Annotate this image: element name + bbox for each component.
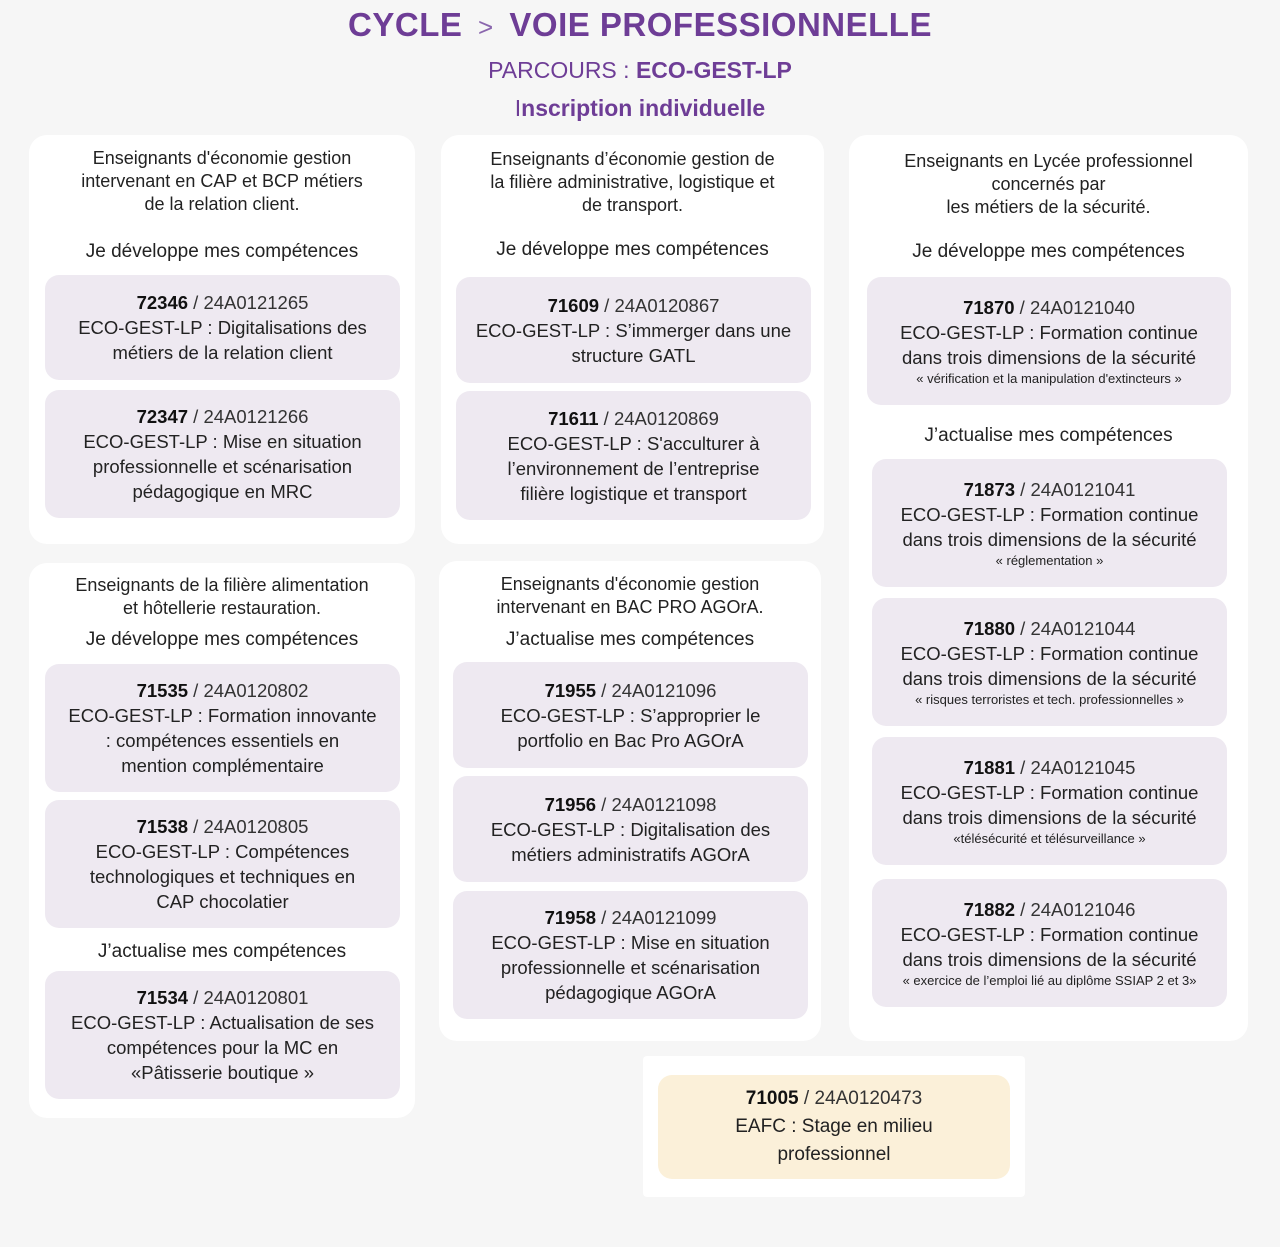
parcours-value: ECO-GEST-LP: [635, 57, 792, 83]
card-code: 71881: [963, 757, 1016, 778]
title-separator: >: [478, 12, 494, 42]
panel-heading: [439, 573, 821, 619]
card-title-line: : compétences essentiels en: [105, 730, 340, 751]
card-code-line: [53, 678, 392, 703]
section-label: Je développe mes compétences: [912, 241, 1185, 262]
training-card[interactable]: [456, 391, 811, 520]
card-note: « risques terroristes et tech. professionnelles »: [915, 692, 1184, 707]
card-title-line: [461, 703, 800, 728]
card-code-line: [880, 616, 1219, 641]
card-note: « exercice de l’emploi lié au diplôme SSIAP 2 et 3»: [902, 973, 1197, 988]
card-code-line: [880, 477, 1219, 502]
card-title-line: structure GATL: [571, 344, 696, 366]
card-code: 71880: [963, 618, 1016, 639]
training-card[interactable]: [453, 891, 808, 1019]
card-title: S’immerger dans une: [615, 319, 792, 341]
card-title: Compétences: [235, 841, 350, 862]
card-code: 71611: [548, 407, 599, 429]
training-card-eafc[interactable]: [658, 1075, 1010, 1179]
card-code: 71955: [544, 679, 597, 701]
card-code-line: [875, 295, 1223, 320]
heading-line: de la relation client.: [144, 194, 300, 214]
heading-line: Enseignants d'économie gestion: [92, 148, 352, 168]
section-label: J’actualise mes compétences: [924, 425, 1173, 446]
card-prefix: ECO-GEST-LP :: [900, 782, 1041, 803]
card-title-line: [53, 839, 392, 864]
card-code: 71609: [547, 294, 600, 316]
panel-heading: [849, 150, 1248, 219]
card-code-line: [53, 290, 392, 315]
card-prefix: ECO-GEST-LP :: [491, 932, 631, 953]
card-code-line: [880, 897, 1219, 922]
card-title: Mise en situation: [222, 431, 362, 452]
card-title: Digitalisations des: [217, 317, 367, 338]
heading-line: Enseignants de la filière alimentation: [75, 575, 369, 595]
card-session: / 24A0121044: [1015, 618, 1136, 639]
training-card[interactable]: [45, 971, 400, 1099]
section-label: J’actualise mes compétences: [97, 941, 347, 962]
card-title-line: technologiques et techniques en: [89, 866, 356, 887]
card-code: 71870: [963, 297, 1015, 318]
section-label: J’actualise mes compétences: [505, 629, 755, 650]
card-title-line: dans trois dimensions de la sécurité: [902, 668, 1197, 689]
card-code-line: [666, 1085, 1002, 1113]
card-code-line: [880, 755, 1219, 780]
panel-heading: [29, 574, 415, 620]
card-session: / 24A0120802: [188, 680, 309, 701]
parcours-line: [0, 57, 1280, 84]
card-prefix: ECO-GEST-LP :: [95, 841, 236, 862]
card-prefix: ECO-GEST-LP :: [900, 322, 1040, 343]
heading-line: et hôtellerie restauration.: [122, 598, 322, 618]
inscription-rest: nscription individuelle: [521, 95, 766, 121]
card-title-line: [464, 431, 803, 456]
card-prefix: ECO-GEST-LP :: [500, 704, 641, 726]
heading-line: intervenant en CAP et BCP métiers: [81, 171, 363, 191]
page-title: [0, 6, 1280, 44]
card-code: 72346: [136, 292, 189, 313]
panel-heading: [441, 148, 824, 217]
card-code: 71005: [745, 1088, 799, 1109]
card-title: Formation continue: [1039, 322, 1198, 343]
card-code: 72347: [136, 406, 189, 427]
card-session: / 24A0120805: [188, 816, 309, 837]
card-title-line: [875, 320, 1223, 345]
training-card[interactable]: [45, 390, 400, 518]
card-title: Digitalisation des: [630, 818, 771, 840]
title-cycle: CYCLE: [348, 6, 463, 43]
card-title-line: [666, 1113, 1002, 1141]
training-card[interactable]: [453, 776, 808, 882]
card-title-line: [53, 1010, 392, 1035]
panel-heading: [29, 147, 415, 216]
card-prefix: ECO-GEST-LP :: [68, 705, 208, 726]
card-code-line: [53, 985, 392, 1010]
card-title: S’approprier le: [640, 704, 761, 726]
card-title: Stage en milieu: [801, 1116, 933, 1137]
card-code: 71882: [963, 899, 1016, 920]
training-card[interactable]: [453, 662, 808, 768]
card-prefix: ECO-GEST-LP :: [900, 504, 1041, 525]
card-title-line: CAP chocolatier: [156, 891, 289, 912]
card-title-line: l’environnement de l’entreprise: [507, 457, 760, 479]
heading-line: la filière administrative, logistique et: [490, 172, 775, 192]
heading-line: Enseignants d’économie gestion de: [490, 149, 775, 169]
training-card[interactable]: [872, 459, 1227, 587]
card-code-line: [464, 406, 803, 431]
card-session: / 24A0121040: [1014, 297, 1135, 318]
heading-line: concernés par: [991, 174, 1106, 194]
card-note: «télésécurité et télésurveillance »: [953, 831, 1146, 846]
card-code-line: [53, 404, 392, 429]
section-label: Je développe mes compétences: [85, 629, 359, 650]
card-session: / 24A0120867: [599, 294, 720, 316]
training-card[interactable]: [45, 664, 400, 792]
card-title-line: compétences pour la MC en: [106, 1037, 339, 1058]
training-card[interactable]: [45, 275, 400, 380]
card-code: 71534: [136, 987, 189, 1008]
panel-agora: [439, 561, 821, 1041]
card-prefix: ECO-GEST-LP :: [78, 317, 218, 338]
card-title-line: dans trois dimensions de la sécurité: [902, 529, 1197, 550]
card-code-line: [461, 792, 800, 817]
panel-gatl: [441, 135, 824, 544]
card-title-line: «Pâtisserie boutique »: [130, 1062, 315, 1083]
card-title: Actualisation de ses: [209, 1012, 374, 1033]
card-prefix: ECO-GEST-LP :: [507, 432, 647, 454]
card-title-line: [461, 930, 800, 955]
training-card[interactable]: [456, 277, 811, 383]
panel-eafc: [643, 1056, 1025, 1197]
card-title-line: dans trois dimensions de la sécurité: [901, 347, 1197, 368]
card-session: / 24A0121045: [1015, 757, 1136, 778]
training-card[interactable]: [872, 598, 1227, 726]
card-code-line: [461, 678, 800, 703]
card-prefix: ECO-GEST-LP :: [490, 818, 631, 840]
card-title: Formation continue: [1040, 504, 1199, 525]
title-voie: VOIE PROFESSIONNELLE: [509, 6, 932, 43]
card-title: Mise en situation: [630, 932, 770, 953]
card-session: / 24A0121041: [1015, 479, 1136, 500]
heading-line: de transport.: [581, 195, 684, 215]
card-title-line: métiers de la relation client: [112, 342, 333, 363]
card-session: / 24A0120869: [598, 407, 719, 429]
card-code: 71538: [136, 816, 189, 837]
heading-line: intervenant en BAC PRO AGOrA.: [496, 597, 764, 617]
card-code: 71958: [544, 907, 597, 928]
card-title-line: [53, 429, 392, 454]
card-title-line: [464, 318, 803, 343]
card-title-line: dans trois dimensions de la sécurité: [902, 949, 1197, 970]
card-title-line: [461, 817, 800, 842]
card-prefix: ECO-GEST-LP :: [900, 924, 1041, 945]
heading-line: Enseignants en Lycée professionnel: [904, 151, 1193, 171]
card-title-line: [880, 780, 1219, 805]
training-card[interactable]: [45, 800, 400, 928]
card-title-line: mention complémentaire: [121, 755, 324, 776]
card-note: « réglementation »: [995, 553, 1104, 568]
card-code: 71535: [136, 680, 189, 701]
card-title-line: professionnelle et scénarisation: [500, 957, 761, 978]
card-prefix: ECO-GEST-LP :: [475, 319, 616, 341]
training-card[interactable]: [867, 277, 1231, 405]
card-code-line: [461, 905, 800, 930]
card-code-line: [464, 293, 803, 318]
card-session: / 24A0121266: [188, 406, 309, 427]
card-note: « vérification et la manipulation d'extincteurs »: [916, 371, 1182, 386]
card-title-line: [880, 922, 1219, 947]
panel-relation-client: [29, 135, 415, 544]
card-title-line: [53, 703, 392, 728]
card-session: / 24A0121096: [596, 679, 717, 701]
heading-line: les métiers de la sécurité.: [946, 197, 1151, 217]
section-label: Je développe mes compétences: [496, 239, 769, 260]
panel-securite: [849, 135, 1248, 1041]
section-label: Je développe mes compétences: [85, 241, 359, 262]
card-session: / 24A0121099: [596, 907, 717, 928]
card-session: / 24A0120473: [798, 1088, 923, 1109]
card-prefix: EAFC :: [735, 1116, 802, 1137]
card-title: S'acculturer à: [646, 432, 760, 454]
inscription-initial: I: [514, 95, 522, 121]
heading-line: Enseignants d'économie gestion: [500, 574, 760, 594]
card-title-line: métiers administratifs AGOrA: [511, 843, 750, 865]
card-session: / 24A0121265: [188, 292, 309, 313]
card-title-line: pédagogique AGOrA: [545, 982, 716, 1003]
training-card[interactable]: [872, 737, 1227, 865]
card-prefix: ECO-GEST-LP :: [900, 643, 1041, 664]
card-code: 71873: [963, 479, 1016, 500]
panel-alimentation: [29, 563, 415, 1118]
card-title-line: professionnelle et scénarisation: [92, 456, 353, 477]
card-title-line: portfolio en Bac Pro AGOrA: [517, 729, 744, 751]
card-title-line: [880, 502, 1219, 527]
card-session: / 24A0121046: [1015, 899, 1136, 920]
card-title-line: professionnel: [777, 1144, 891, 1165]
inscription-heading: [0, 95, 1280, 122]
card-code-line: [53, 814, 392, 839]
parcours-label: PARCOURS :: [488, 57, 636, 83]
card-title-line: dans trois dimensions de la sécurité: [902, 807, 1197, 828]
card-prefix: ECO-GEST-LP :: [83, 431, 223, 452]
card-title-line: filière logistique et transport: [520, 482, 747, 504]
card-session: / 24A0121098: [596, 793, 717, 815]
card-title-line: pédagogique en MRC: [132, 481, 313, 502]
card-title: Formation continue: [1040, 643, 1199, 664]
card-title-line: [880, 641, 1219, 666]
card-code: 71956: [544, 793, 597, 815]
card-title: Formation continue: [1040, 924, 1199, 945]
card-prefix: ECO-GEST-LP :: [71, 1012, 210, 1033]
card-title-line: [53, 315, 392, 340]
card-title: Formation innovante: [207, 705, 377, 726]
card-title: Formation continue: [1040, 782, 1199, 803]
card-session: / 24A0120801: [188, 987, 309, 1008]
training-card[interactable]: [872, 879, 1227, 1007]
